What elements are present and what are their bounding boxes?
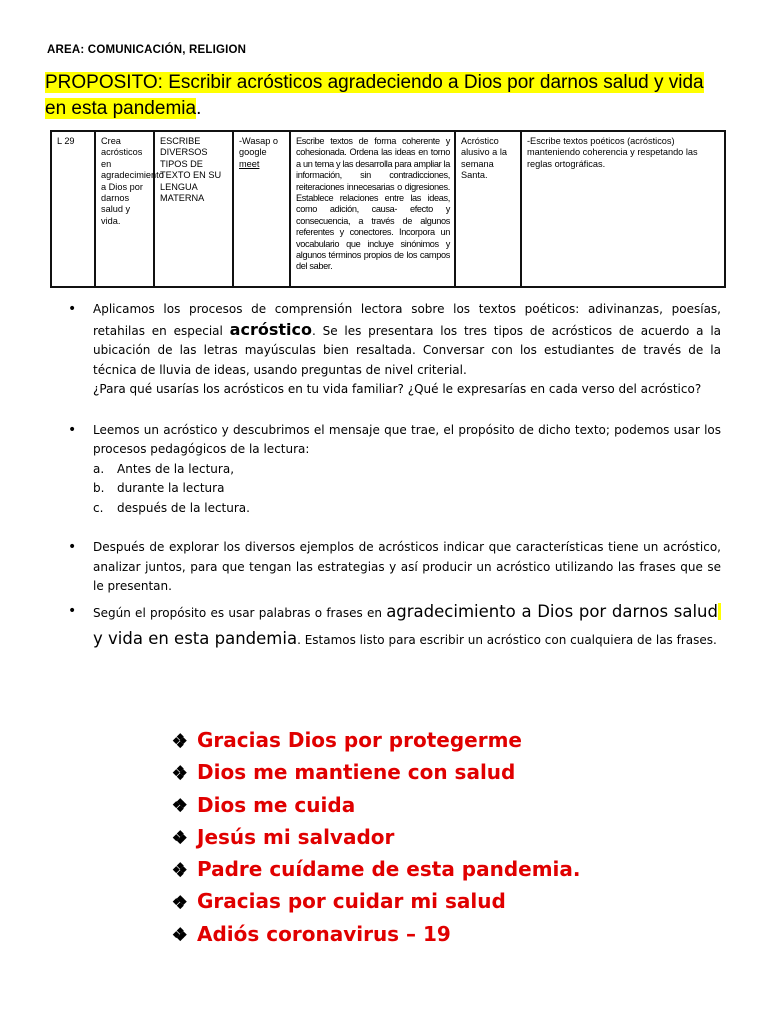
competence-cell: ESCRIBE DIVERSOS TIPOS DE TEXTO EN SU LENGUA MATERNA <box>154 131 233 287</box>
phrase-item: Gracias Dios por protegerme <box>174 724 581 756</box>
bullet1-text-b: . Se les presentara los tres tipos de acrósticos de acuerdo a la ubicación de las letras mayúsculas bien resaltada. Conversar con los estudiantes de través de la técnica de lluvia de ideas, usando preguntas de nivel criterial. <box>93 323 722 377</box>
purpose-statement <box>45 70 725 122</box>
purpose-echo-a: agradecimiento a Dios por darnos salud <box>386 601 718 621</box>
bullet4-text-b: . Estamos listo para escribir un acróstico con cualquiera de las frases. <box>297 632 717 647</box>
list-item <box>68 300 721 400</box>
phrase-item: Jesús mi salvador <box>174 821 581 853</box>
purpose-label: PROPOSITO: <box>45 72 163 93</box>
bullet1-questions: ¿Para qué usarías los acrósticos en tu vida familiar? ¿Qué le expresarías en cada verso del acróstico? <box>93 382 702 396</box>
text-cursor-highlight <box>718 603 721 620</box>
list-item <box>68 421 721 519</box>
sublist-item: c. después de la lectura. <box>93 500 250 515</box>
table-row <box>51 131 725 287</box>
platform-cell <box>233 131 290 287</box>
bullet4-text-a: Según el propósito es usar palabras o frases en <box>93 605 387 620</box>
topic-cell: Acróstico alusivo a la semana Santa. <box>455 131 521 287</box>
phrase-item: Dios me mantiene con salud <box>174 756 581 788</box>
bullet1-text-a: Aplicamos los procesos de comprensión lectora sobre los textos poéticos: adivinanzas, poesías, retahilas en especial <box>93 302 721 338</box>
capacity-cell: Escribe textos de forma coherente y cohesionada. Ordena las ideas en torno a un tema y las desarrolla para ampliar la información, sin contradicciones, reiteraciones innecesarias o digresiones. Establece relaciones entre las ideas, como adición, causa- efecto y consecuencia, a través de algunos referentes y conectores. Incorpora un vocabulario que incluye sinónimos y algunos términos propios de los campos del saber. <box>290 131 455 287</box>
indicator-cell: -Escribe textos poéticos (acrósticos) manteniendo coherencia y respetando las reglas ortográficas. <box>521 131 725 287</box>
phrase-item: Dios me cuida <box>174 789 581 821</box>
activity-bullets <box>68 300 721 653</box>
list-item <box>68 538 721 597</box>
four-diamond-icon <box>174 766 186 778</box>
phrase-item: Gracias por cuidar mi salud <box>174 885 581 917</box>
four-diamond-icon <box>174 831 186 843</box>
purpose-echo-b: y vida en esta pandemia <box>93 628 298 648</box>
purpose-period: . <box>196 98 202 119</box>
activity-cell: Crea acrósticos en agradecimiento a Dios por darnos salud y vida. <box>95 131 154 287</box>
lesson-plan-table <box>50 130 726 288</box>
four-diamond-icon <box>174 734 186 746</box>
bullet2-text: Leemos un acróstico y descubrimos el mensaje que trae, el propósito de dicho texto; podemos usar los procesos pedagógicos de la lectura: <box>93 422 721 456</box>
list-item <box>68 599 721 653</box>
acrostic-phrases <box>174 724 581 950</box>
four-diamond-icon <box>174 799 186 811</box>
purpose-text: Escribir acrósticos agradeciendo a Dios por darnos salud y vida en esta pandemia <box>45 72 704 119</box>
sublist-item: a. Antes de la lectura, <box>93 461 235 476</box>
acrostico-emphasis: acróstico <box>229 319 312 339</box>
sublist-item: b. durante la lectura <box>93 481 225 495</box>
four-diamond-icon <box>174 928 186 940</box>
four-diamond-icon <box>174 863 186 875</box>
phrase-item: Adiós coronavirus – 19 <box>174 918 581 950</box>
area-heading: AREA: COMUNICACIÓN, RELIGION <box>47 44 247 56</box>
session-code-cell: L 29 <box>51 131 95 287</box>
four-diamond-icon <box>174 896 186 908</box>
meet-word: meet <box>239 158 260 169</box>
phrase-item: Padre cuídame de esta pandemia. <box>174 853 581 885</box>
bullet3-text: Después de explorar los diversos ejemplos de acrósticos indicar que características tiene un acróstico, analizar juntos, para que tengan las estrategias y así producir un acróstico utilizando las frases que se le presentan. <box>93 540 721 593</box>
platform-prefix: -Wasap o google <box>239 136 278 158</box>
